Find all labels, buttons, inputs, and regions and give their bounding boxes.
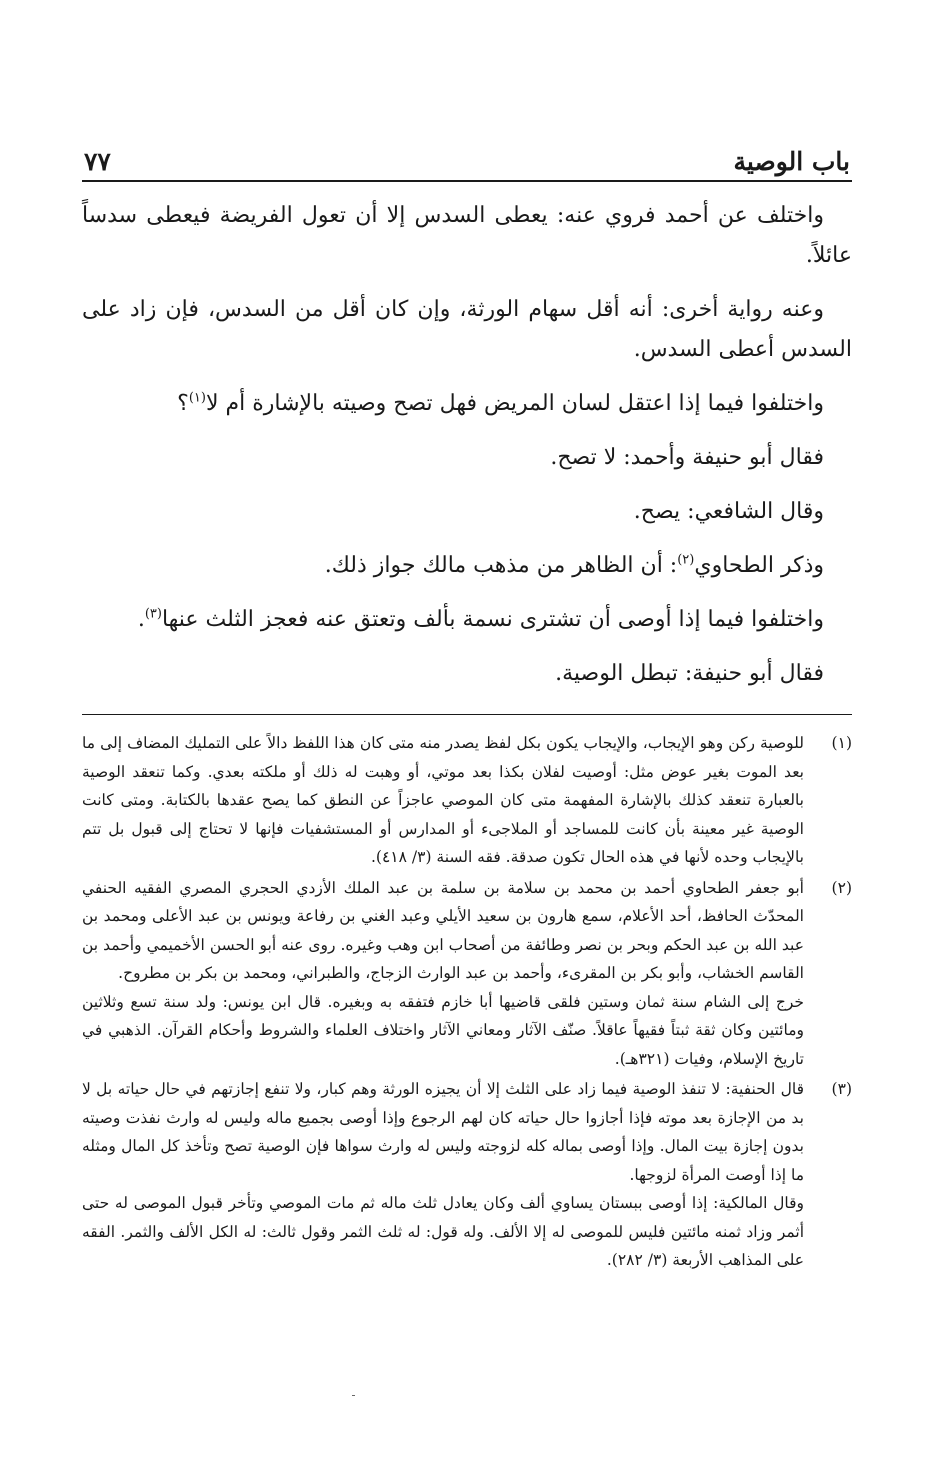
footnote-text: للوصية ركن وهو الإيجاب، والإيجاب يكون بكل لفظ يصدر منه متى كان هذا اللفظ دالاً على التمليك المضاف إلى ما بعد الموت بغير عوض مثل: أوصيت لفلان بكذا بعد موتي، أو وهبت له ذلك أو ملكته بعدي. وكما تنعقد الوصية بالعبارة تنعقد كذلك بالإشارة المفهمة متى كان الموصي عاجزاً عن النطق كما يصح عقدها بالكتابة. ومتى كانت الوصية غير معينة بأن كانت للمساجد أو الملاجىء أو المدارس أو المستشفيات فإنها لا تحتاج إلى قبول بل تتم بالإيجاب وحده لأنها في هذه الحال تكون صدقة. فقه السنة (٣/ ٤١٨). [82,734,804,866]
footnote [82,1075,852,1275]
footnote-ref[interactable]: (١) [188,390,206,406]
footnote-number: (٢) [831,878,852,897]
footnotes [82,729,852,1275]
page-number: ٧٧ [84,147,111,176]
paragraph: وذكر الطحاوي$^{(٢)}$: أن الظاهر من مذهب مالك جواز ذلك. [324,552,824,578]
footnote-number: (٣) [831,1080,852,1098]
footnote-text: خرج إلى الشام سنة ثمان وستين فلقى قاضيها أبا خازم فتفقه به وبغيره. قال ابن يونس: ولد سنة تسع وثلاثين ومائتين وكان ثقة ثبتاً فقيهاً عاقلاً. صنّف الآثار ومعاني الآثار واختلاف العلماء والشروط وأحكام القرآن. الذهبي في تاريخ الإسلام، وفيات (٣٢١هـ). [82,992,804,1068]
paragraph: فقال أبو حنيفة: تبطل الوصية. [555,661,824,686]
footnote-number: (١) [831,734,852,752]
footnote-text: وقال المالكية: إذا أوصى ببستان يساوي ألف وكان يعادل ثلث ماله ثم مات الموصي وتأخر قبول الموصى له حتى أثمر وزاد ثمنه مائتين فليس للموصى له إلا الألف. وله قول: له ثلث الثمر وقول ثالث: له الكل الألف والثمر. الفقه على المذاهب الأربعة (٣/ ٢٨٢). [82,1194,804,1269]
footnote-divider [82,714,852,715]
footnote-ref[interactable]: (٣) [144,606,162,622]
paragraph: وقال الشافعي: يصح. [633,499,824,524]
paragraph: واختلف عن أحمد فروي عنه: يعطى السدس إلا أن تعول الفريضة فيعطى سدساً عائلاً. [82,203,852,268]
footnote-text: قال الحنفية: لا تنفذ الوصية فيما زاد على الثلث إلا أن يجيزه الورثة وهم كبار، ولا تنفع إجازتهم في حال حياته بل لا بد من الإجازة بعد موته فإذا أجازوا حال حياته كان لهم الرجوع وإذا أوصى بجميع ماله وليس له وارث نفذت وصيته بدون إجازة بيت المال. وإذا أوصى بماله كله لزوجته وليس له وارث سواها فإن الوصية تصح وتأخذ كل المال ومثله ما إذا أوصت المرأة لزوجها. [82,1080,804,1184]
footnote [82,729,852,872]
paragraph: واختلفوا فيما إذا أوصى أن تشترى نسمة بألف وتعتق عنه فعجز الثلث عنها$^{(٣)}$. [137,606,824,632]
running-header [82,130,852,182]
paragraph: فقال أبو حنيفة وأحمد: لا تصح. [550,445,824,470]
footnote-ref[interactable]: (٢) [677,552,695,568]
main-text [82,196,852,694]
print-speck [352,1395,355,1396]
footnote-text: أبو جعفر الطحاوي أحمد بن محمد بن سلامة بن سلمة بن عبد الملك الأزدي الحجري المصري الفقيه الحنفي المحدّث الحافظ، أحد الأعلام، سمع هارون بن سعيد الأيلي وعبد الغني بن رفاعة ويونس بن عبد الأعلى ومحمد بن عبد الله بن عبد الحكم وبحر بن نصر وطائفة من أصحاب ابن وهب وغيره. روى عنه أبو الحسن الأخميمي وأحمد بن القاسم الخشاب، وأبو بكر بن المقرىء، وأحمد بن عبد الوارث الزجاج، والطبراني، ومحمد بن بكر بن مطروح. [82,878,804,982]
footnote [82,874,852,1074]
chapter-title: باب الوصية [733,147,850,176]
paragraph: واختلفوا فيما إذا اعتقل لسان المريض فهل تصح وصيته بالإشارة أم لا$^{(١)}$؟ [177,390,824,416]
book-page [82,130,852,1277]
paragraph: وعنه رواية أخرى: أنه أقل سهام الورثة، وإن كان أقل من السدس، فإن زاد على السدس أعطى السدس. [82,297,852,362]
